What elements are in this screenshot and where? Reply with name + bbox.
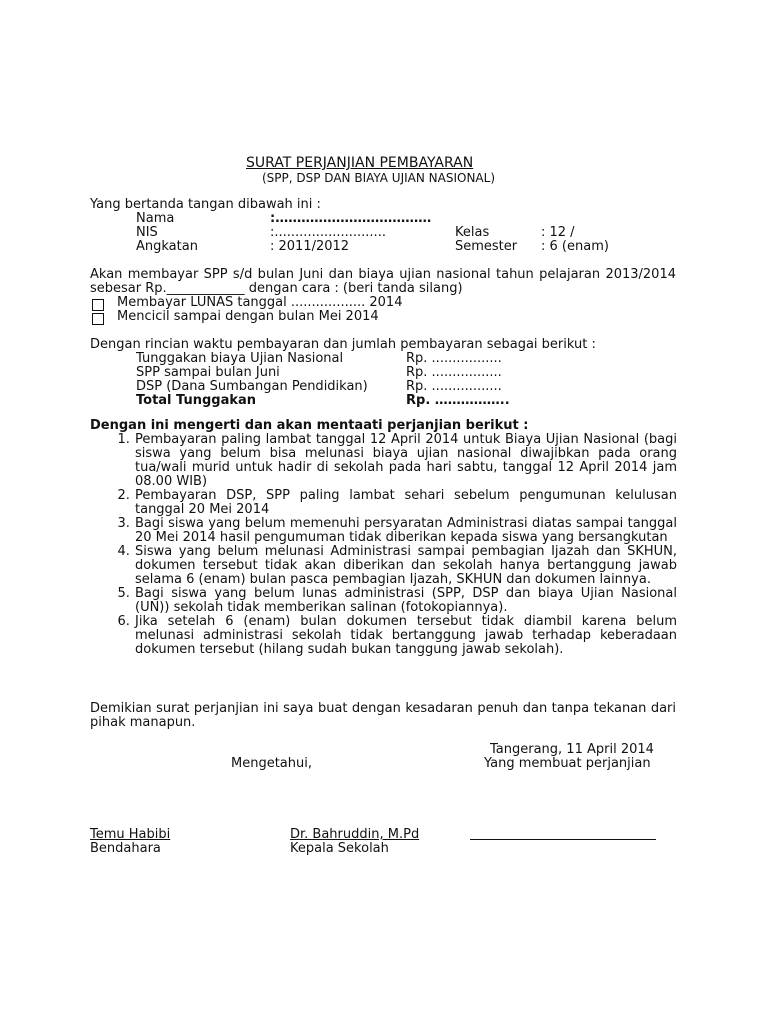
detail-label: Tunggakan biaya Ujian Nasional — [136, 351, 344, 366]
semester-label: Semester — [455, 239, 518, 254]
total-value: Rp. …………….. — [406, 393, 510, 408]
intro-text: Yang bertanda tangan dibawah ini : — [90, 197, 321, 212]
details-intro: Dengan rincian waktu pembayaran dan jumlah pembayaran sebagai berikut : — [90, 337, 596, 352]
option-lunas: Membayar LUNAS tanggal .................. 2014 — [117, 295, 403, 310]
signatory-role: Kepala Sekolah — [290, 841, 389, 856]
term-item: 2. Pembayaran DSP, SPP paling lambat sehari sebelum pengumunan kelulusan tanggal 20 Mei 2014 — [134, 489, 677, 517]
term-item: 6. Jika setelah 6 (enam) bulan dokumen tersebut tidak diambil karena belum melunasi administrasi sekolah tidak bertanggung jawab terhadap keberadaan dokumen tersebut (hilang sudah bukan tanggung jawab sekolah). — [134, 615, 677, 657]
nama-value: :……………………………… — [270, 211, 432, 226]
document-subtitle: (SPP, DSP DAN BIAYA UJIAN NASIONAL) — [262, 171, 496, 185]
nis-value: :........................... — [270, 225, 386, 240]
angkatan-label: Angkatan — [136, 239, 198, 254]
checkbox-mencicil[interactable] — [92, 313, 104, 325]
nama-label: Nama — [136, 211, 175, 226]
detail-label: SPP sampai bulan Juni — [136, 365, 280, 380]
term-item: 4. Siswa yang belum melunasi Administrasi sampai pembagian Ijazah dan SKHUN, dokumen tersebut tidak akan diberikan dan sekolah hanya bertanggung jawab selama 6 (enam) bulan pasca pembagian Ijazah, SKHUN dan dokumen lainnya. — [134, 545, 677, 587]
payment-paragraph: Akan membayar SPP s/d bulan Juni dan biaya ujian nasional tahun pelajaran 2013/2014 sebesar Rp.____________ dengan cara : (beri tanda silang) — [90, 267, 676, 296]
kelas-value: : 12 / — [541, 225, 575, 240]
document-title: SURAT PERJANJIAN PEMBAYARAN — [246, 155, 474, 171]
angkatan-value: : 2011/2012 — [270, 239, 350, 254]
detail-value: Rp. ................. — [406, 365, 502, 380]
maker-label: Yang membuat perjanjian — [484, 756, 651, 771]
term-item: 5. Bagi siswa yang belum lunas administrasi (SPP, DSP dan biaya Ujian Nasional (UN)) sekolah tidak memberikan salinan (fotokopiannya). — [134, 587, 677, 615]
term-item: 3. Bagi siswa yang belum memenuhi persyaratan Administrasi diatas sampai tanggal 20 Mei 2014 hasil pengumuman tidak diberikan kepada siswa yang bersangkutan — [134, 517, 677, 545]
checkbox-lunas[interactable] — [92, 299, 104, 311]
detail-value: Rp. ................. — [406, 379, 502, 394]
mengetahui-label: Mengetahui, — [231, 756, 312, 771]
agreement-heading: Dengan ini mengerti dan akan mentaati perjanjian berikut : — [90, 418, 529, 433]
signatory-name: Dr. Bahruddin, M.Pd — [290, 827, 420, 842]
signature-line — [470, 839, 656, 840]
option-mencicil: Mencicil sampai dengan bulan Mei 2014 — [117, 309, 379, 324]
detail-value: Rp. ................. — [406, 351, 502, 366]
place-date: Tangerang, 11 April 2014 — [490, 742, 654, 757]
term-item: 1. Pembayaran paling lambat tanggal 12 April 2014 untuk Biaya Ujian Nasional (bagi siswa yang belum bisa melunasi biaya ujian nasional diwajibkan pada orang tua/wali murid untuk hadir di sekolah pada hari sabtu, tanggal 12 April 2014 jam 08.00 WIB) — [134, 433, 677, 489]
closing-paragraph: Demikian surat perjanjian ini saya buat dengan kesadaran penuh dan tanpa tekanan dari pihak manapun. — [90, 701, 676, 730]
signatory-role: Bendahara — [90, 841, 161, 856]
signatory-name: Temu Habibi — [90, 827, 171, 842]
nis-label: NIS — [136, 225, 158, 240]
total-label: Total Tunggakan — [136, 393, 257, 408]
semester-value: : 6 (enam) — [541, 239, 609, 254]
kelas-label: Kelas — [455, 225, 490, 240]
detail-label: DSP (Dana Sumbangan Pendidikan) — [136, 379, 368, 394]
terms-list — [90, 433, 677, 657]
